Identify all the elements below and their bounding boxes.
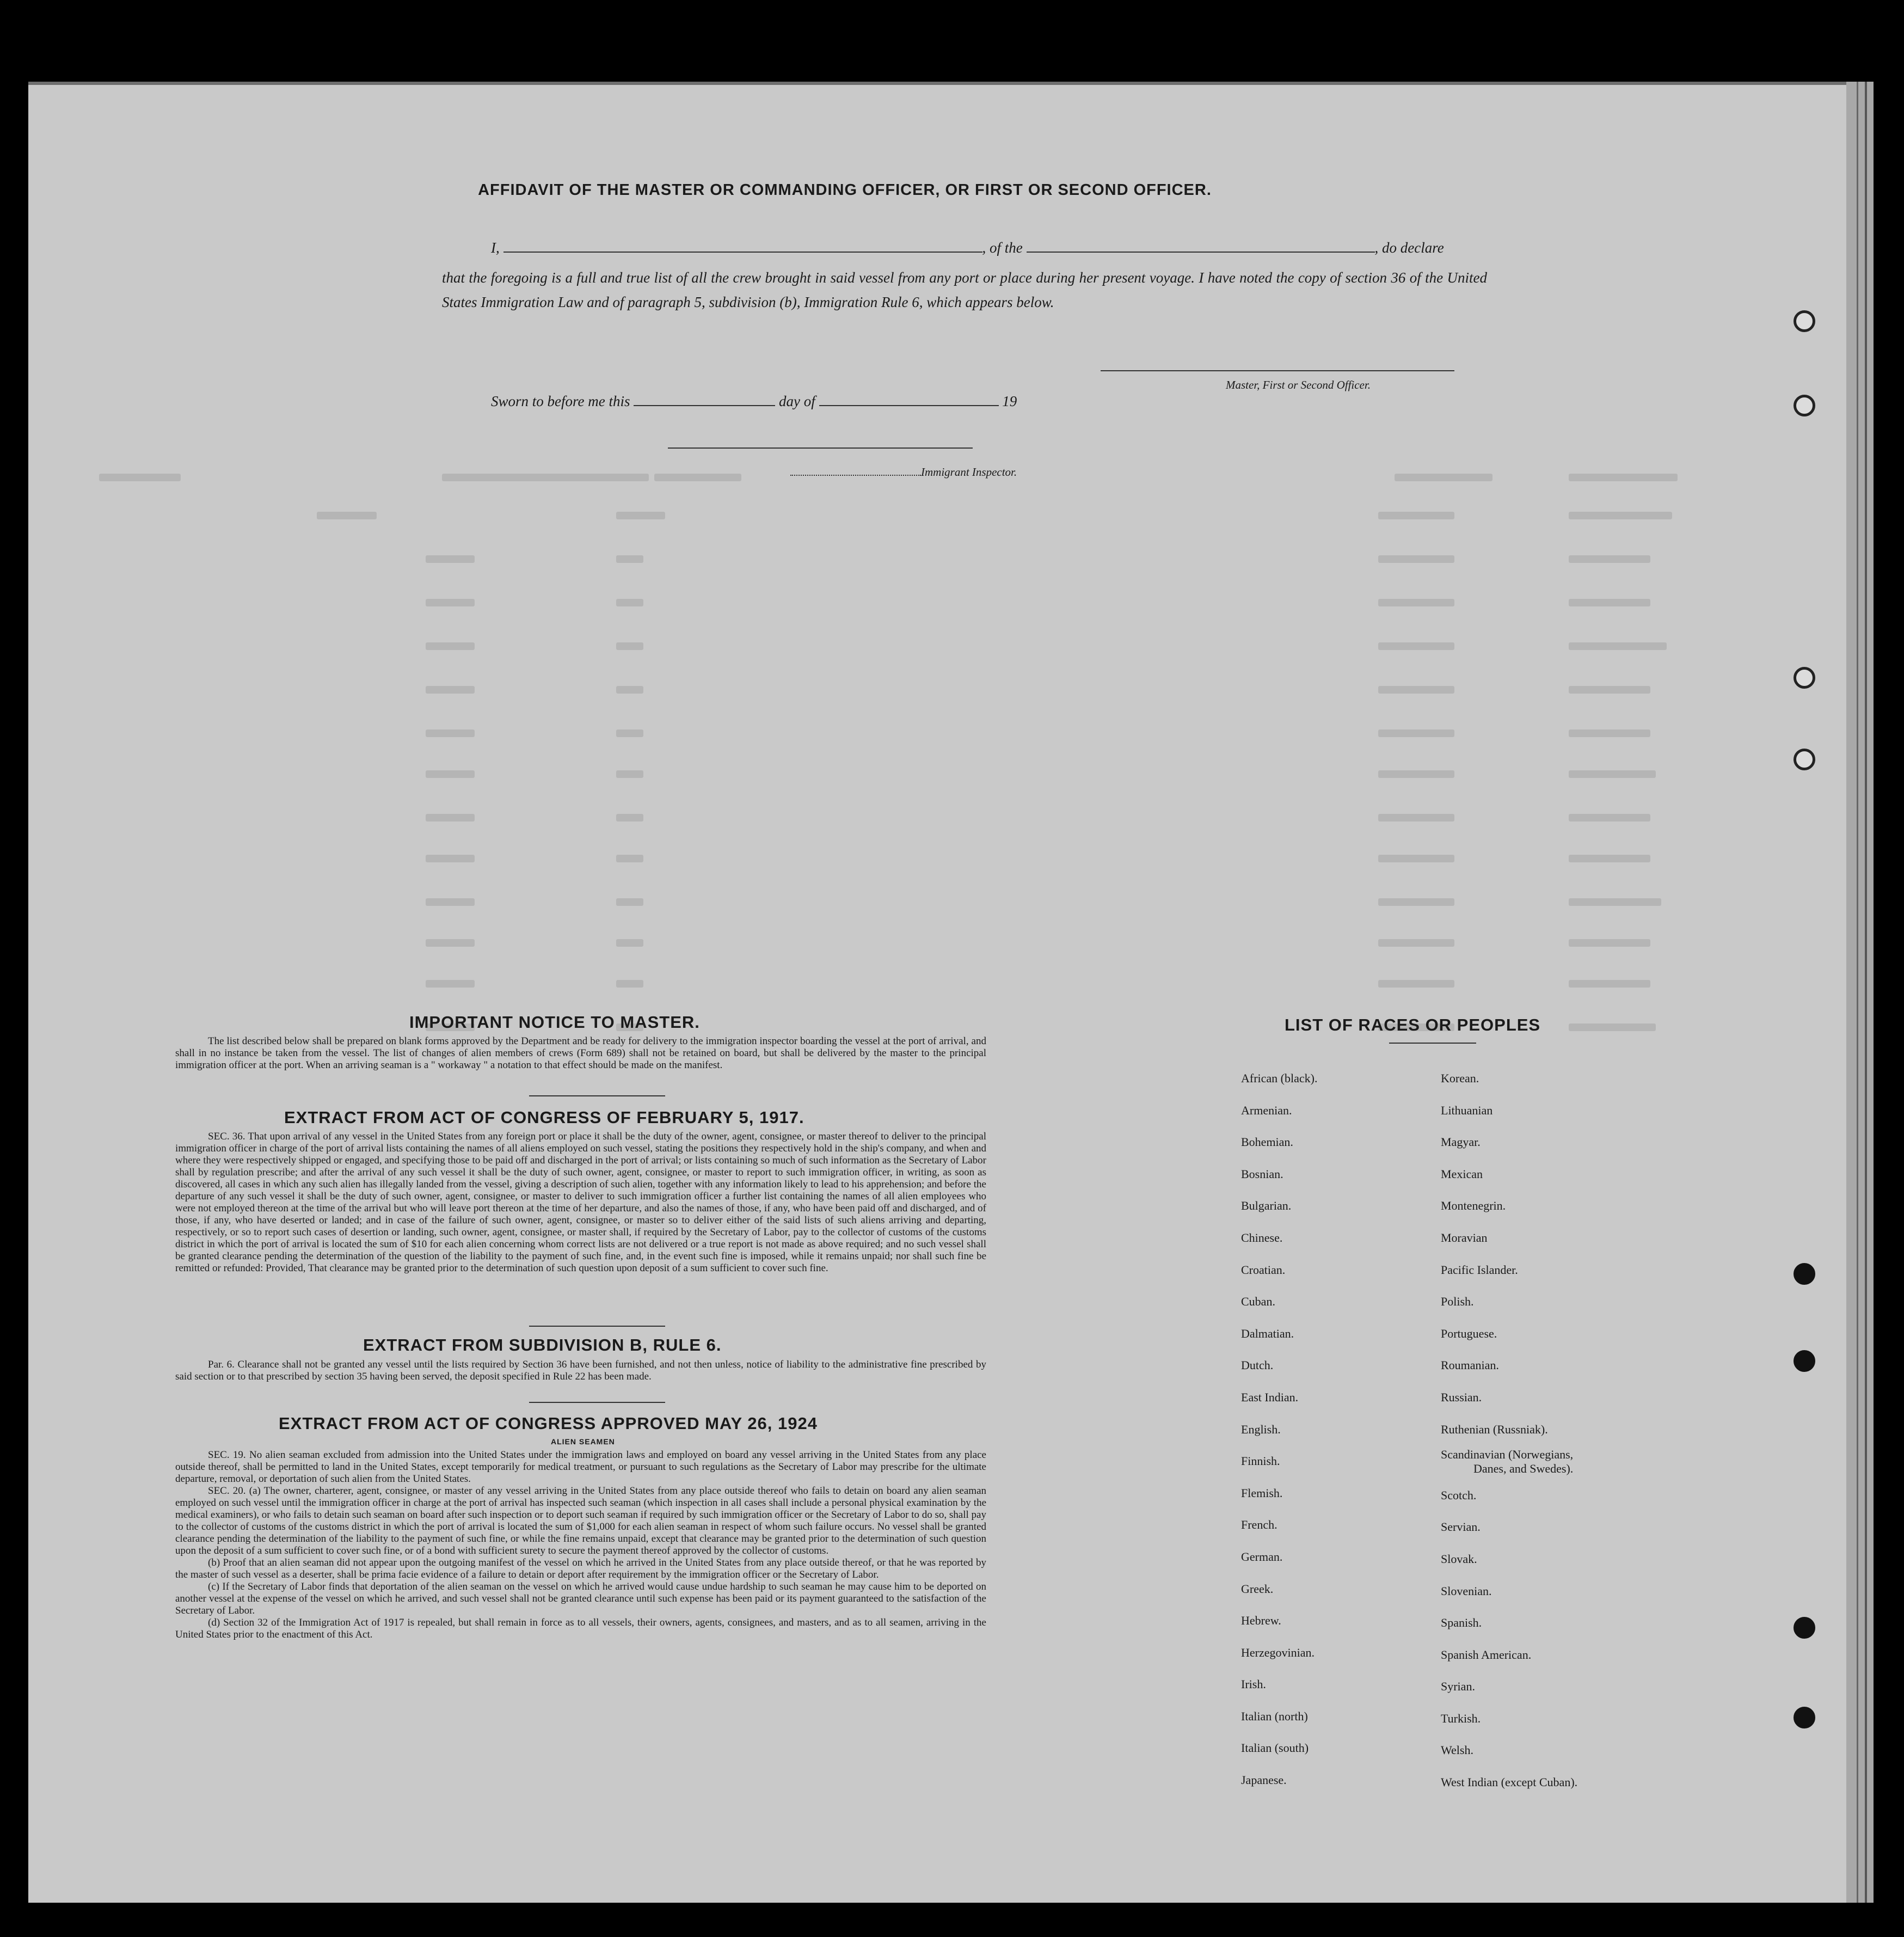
race-item: Turkish. [1441,1711,1481,1725]
race-item: French. [1241,1518,1277,1532]
notice-body: The list described below shall be prepared on blank forms approved by the Department and be ready for delivery to the immigration inspector boarding the vessel at the port of arrival, and shall in no instance be taken from the vessel. The list of changes of alien members of crews (Form 689) shall not be retained on board, but shall be delivered by the master to the principal immigration officer at the port. When an arriving seaman is a " workaway " a notation to that effect should be made on the manifest. [175,1035,986,1071]
sworn-day-label: day of [779,393,815,409]
race-item: Greek. [1241,1582,1274,1596]
race-item: Scotch. [1441,1488,1477,1502]
bleed-through-row [99,599,1814,608]
race-item: Moravian [1441,1230,1488,1245]
extract-1924-paragraph: (d) Section 32 of the Immigration Act of 1917 is repealed, but shall remain in force as to all vessels, their owners, agents, consignees, and masters, and as to all seamen, arriving in the United States prior to the enactment of this Act. [175,1617,986,1640]
extract-1924-subtitle: ALIEN SEAMEN [551,1437,615,1446]
binder-hole [1794,1350,1815,1372]
race-item: Herzegovinian. [1241,1645,1315,1659]
race-item: Portuguese. [1441,1326,1497,1340]
races-title: LIST OF RACES OR PEOPLES [1285,1015,1541,1034]
race-item: Chinese. [1241,1230,1283,1245]
affidavit-of-label: , of the [982,240,1023,256]
inspector-name-line[interactable] [790,475,921,476]
bleed-through-row [99,814,1814,823]
race-item: Russian. [1441,1390,1482,1404]
extract-rule6-title: EXTRACT FROM SUBDIVISION B, RULE 6. [363,1335,722,1354]
race-item: Armenian. [1241,1103,1292,1117]
race-item: Lithuanian [1441,1103,1493,1117]
race-item: Magyar. [1441,1135,1481,1149]
notice-title: IMPORTANT NOTICE TO MASTER. [409,1013,700,1032]
bleed-through-row [99,555,1814,564]
signature-label: Master, First or Second Officer. [1226,378,1371,391]
race-item: Bosnian. [1241,1167,1283,1181]
binder-hole [1794,1263,1815,1285]
manifest-page [28,82,1874,1903]
races-right-column [1441,1063,1669,1799]
race-item [1441,1445,1669,1480]
race-item: Welsh. [1441,1743,1473,1757]
bleed-through-row [99,980,1814,989]
race-item: Servian. [1441,1520,1481,1534]
binder-hole [1794,310,1815,332]
sworn-prefix: Sworn to before me this [491,393,630,409]
extract-1924-title: EXTRACT FROM ACT OF CONGRESS APPROVED MAY 26, 1924 [279,1414,818,1433]
race-item: Montenegrin. [1441,1199,1506,1213]
bleed-through-row [99,512,1814,520]
sworn-month-field[interactable] [819,405,999,406]
sheet-edge-line [1857,82,1858,1903]
race-item: Pacific Islander. [1441,1262,1518,1277]
extract-1924-paragraph: SEC. 20. (a) The owner, charterer, agent, consignee, or master of any vessel arriving in the United States from any place outside thereof who fails to detain on board any alien seaman employed on such vessel until the immigration officer in charge at the port of arrival has inspected such seaman (which inspection in all cases shall include a personal physical examination by the medical examiners), or who fails to detain such seaman on board after such inspection or to deport such seaman if required by such immigration officer or the Secretary of Labor to do so, shall pay to the collector of customs of the customs district in which the port of arrival is located the sum of $1,000 for each alien seaman in respect of whom such failure occurs. No vessel shall be granted clearance pending the determination of the liability to the payment of such fine, or while the fine remains unpaid, except that clearance may be granted prior to the determination of such question upon the deposit of a sum sufficient to cover such fine, or of a bond with sufficient surety to secure the payment thereof approved by the collector of customs. [175,1485,986,1556]
inspector-signature-line[interactable] [668,448,973,449]
race-item: Italian (north) [1241,1709,1308,1723]
race-item: English. [1241,1422,1281,1436]
inspector-label: Immigrant Inspector. [921,465,1017,479]
race-item: Cuban. [1241,1295,1275,1309]
signature-line[interactable] [1101,370,1454,371]
paper-right-edge [1846,82,1874,1903]
binder-hole [1794,749,1815,770]
name-field[interactable] [503,252,982,253]
divider [1389,1043,1476,1044]
affidavit-i-label: I, [491,240,500,256]
bleed-through-row [99,898,1814,907]
race-item: Spanish American. [1441,1647,1532,1662]
race-item-text: Scandinavian (Norwegians, [1441,1448,1574,1462]
divider [529,1095,665,1096]
race-item: Flemish. [1241,1486,1283,1500]
extract-1924-paragraph: (b) Proof that an alien seaman did not appear upon the outgoing manifest of the vessel on which he arrived in the United States from any place outside thereof, or that he was reported by the master of such vessel as a deserter, shall be prima facie evidence of a failure to detain or deport after requirement by the immigration officer or the Secretary of Labor. [175,1557,986,1580]
race-item: Ruthenian (Russniak). [1441,1422,1548,1436]
binder-hole [1794,395,1815,416]
extract-1917-title: EXTRACT FROM ACT OF CONGRESS OF FEBRUARY 5, 1917. [284,1108,804,1127]
race-item: Italian (south) [1241,1741,1309,1755]
race-item: Mexican [1441,1167,1483,1181]
affidavit-body: that the foregoing is a full and true list of all the crew brought in said vessel from any port or place during her present voyage. I have noted the copy of section 36 of the United States Immigration Law and of paragraph 5, subdivision (b), Immigration Rule 6, which appears below. [442,269,1487,310]
bleed-through-row [99,642,1814,651]
extract-1924-paragraph: SEC. 19. No alien seaman excluded from admission into the United States under the immigration laws and employed on board any vessel arriving in the United States from any place outside thereof, shall be permitted to land in the United States, except temporarily for medical treatment, or pursuant to such regulations as the Secretary of Labor may prescribe for the ultimate departure, removal, or deportation of such alien from the United States. [175,1449,986,1485]
race-item: Japanese. [1241,1773,1287,1787]
extract-rule6-body: Par. 6. Clearance shall not be granted any vessel until the lists required by Section 36 have been furnished, and not then unless, notice of liability to the administrative fine prescribed by said section or to that prescribed by section 35 having been served, the deposit specified in Rule 22 has been made. [175,1359,986,1382]
sworn-year-label: 19 [1002,393,1017,409]
binder-hole [1794,667,1815,689]
race-item: Korean. [1441,1071,1479,1085]
race-item: Slovak. [1441,1552,1477,1566]
vessel-field[interactable] [1027,252,1375,253]
race-item: Finnish. [1241,1454,1280,1468]
race-item: Bulgarian. [1241,1199,1292,1213]
race-item: German. [1241,1549,1283,1564]
divider [529,1402,665,1403]
race-item: Bohemian. [1241,1135,1293,1149]
sworn-line [491,393,1017,410]
binder-hole [1794,1707,1815,1728]
race-item: Croatian. [1241,1262,1286,1277]
race-item: Hebrew. [1241,1614,1281,1628]
race-item: West Indian (except Cuban). [1441,1775,1578,1789]
extract-1924-body [175,1449,986,1641]
bleed-through-row [99,730,1814,738]
affidavit-title: AFFIDAVIT OF THE MASTER OR COMMANDING OFFICER, OR FIRST OR SECOND OFFICER. [478,181,1212,199]
divider [529,1326,665,1327]
bleed-through-row [99,1023,1814,1032]
extract-1917-body: SEC. 36. That upon arrival of any vessel in the United States from any foreign port or place it shall be the duty of the owner, agent, consignee, or master thereof to deliver to the principal immigration officer in charge of the port of arrival lists containing the names of all aliens employed on such vessel, stating the positions they respectively hold in the ship's company, and when and where they were respectively shipped or engaged, and specifying those to be paid off and discharged in the port of arrival; or lists containing so much of such information as the Secretary of Labor shall by regulation prescribe; and after the arrival of any such vessel it shall be the duty of such owner, agent, consignee, or master to report to such immigration officer, in writing, as soon as discovered, all cases in which any such alien has illegally landed from the vessel, giving a description of such alien, together with any information likely to lead to his apprehension; and before the departure of any such vessel it shall be the duty of such owner, agent, consignee, or master to deliver to such immigration officer a further list containing the names of all alien employees who were not employed thereon at the time of the arrival but who will leave port thereon at the time of her departure, and also the names of those, if any, who have been paid off and discharged, and of those, if any, who have deserted or landed; and in case of the failure of such owner, agent, consignee, or master so to deliver either of the said lists of such aliens arriving and departing, respectively, or so to report such cases of desertion or landing, such owner, agent, consignee, or master shall, if required by the Secretary of Labor, pay to the collector of customs of the customs district in which the port of arrival is located the sum of $10 for each alien concerning whom correct lists are not delivered or a true report is not made as above required; and no such vessel shall be granted clearance pending the determination of the question of the liability to the payment of such fine, and, in the event such fine is imposed, while it remains unpaid; nor shall such fine be remitted or refunded: Provided, That clearance may be granted prior to the determination of such question upon deposit of a sum sufficient to cover such fine. [175,1131,986,1274]
paper-top-edge [28,82,1874,85]
bleed-through-row [99,939,1814,948]
sheet-edge-line [1865,82,1867,1903]
race-item: Syrian. [1441,1679,1475,1694]
race-item: Spanish. [1441,1616,1482,1630]
race-item: East Indian. [1241,1390,1299,1404]
race-item: Roumanian. [1441,1358,1499,1372]
race-item: African (black). [1241,1071,1318,1085]
bleed-through-row [99,686,1814,695]
race-item: Dalmatian. [1241,1326,1294,1340]
bleed-through-row [99,855,1814,863]
race-item: Polish. [1441,1295,1474,1309]
race-item: Irish. [1241,1677,1266,1691]
extract-1924-paragraph: (c) If the Secretary of Labor finds that deportation of the alien seaman on the vessel on which he arrived would cause undue hardship to such seaman he may cause him to be deported on another vessel at the expense of the vessel on which he arrived, and such vessel shall not be granted clearance until such expense has been paid or its payment guaranteed to the satisfaction of the Secretary of Labor. [175,1581,986,1616]
races-left-column [1241,1063,1426,1797]
affidavit-declare-label: , do declare [1374,240,1444,256]
sworn-day-field[interactable] [634,405,775,406]
binder-hole [1794,1617,1815,1639]
race-item: Slovenian. [1441,1584,1492,1598]
race-item: Dutch. [1241,1358,1274,1372]
bleed-through-row [99,770,1814,779]
race-item-continuation: Danes, and Swedes). [1473,1462,1574,1476]
affidavit-declaration-line [491,240,1444,256]
